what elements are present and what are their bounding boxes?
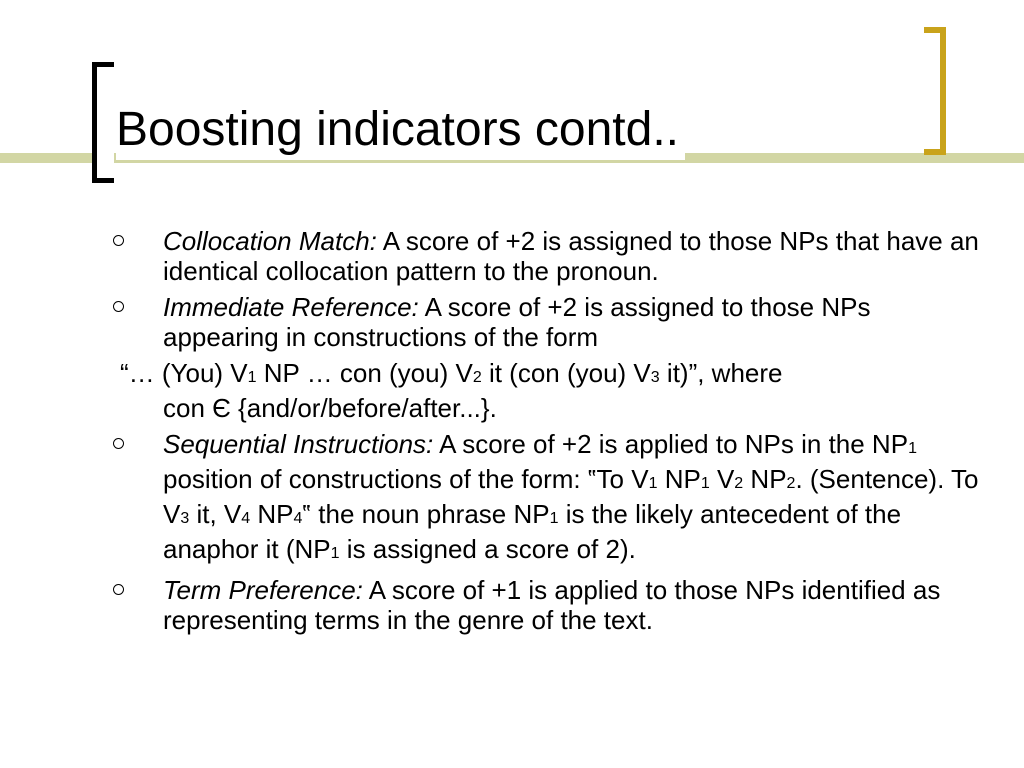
- hollow-circle-bullet-icon: [113, 235, 124, 246]
- hollow-circle-bullet-icon: [113, 301, 124, 312]
- item-text: A score of +2 is assigned to those NPs appearing in constructions of the form: [163, 292, 871, 352]
- item-term: Immediate Reference:: [163, 292, 419, 322]
- list-item-sequential-instructions: Sequential Instructions: A score of +2 is applied to NPs in the NP1 position of constructions of the form: ‟To V1 NP1 V2 NP2. (Sentence). To V3 it, V4 NP4‟ the noun phrase NP1 is the likely antecedent of the anaphor it (NP1 is assigned a score of 2).: [110, 429, 980, 569]
- hollow-circle-bullet-icon: [113, 584, 124, 595]
- list-item-collocation-match: [110, 226, 980, 286]
- item-term: Term Preference:: [163, 575, 363, 605]
- item-text: A score of +1 is applied to those NPs identified as representing terms in the genre of the text.: [163, 575, 941, 635]
- construction-form-example: [110, 358, 980, 423]
- item-term: Sequential Instructions:: [163, 429, 434, 459]
- list-item-term-preference: [110, 575, 980, 635]
- list-item-immediate-reference: [110, 292, 980, 352]
- construction-form-line: “… (You) V1 NP … con (you) V2 it (con (you) V3 it)”, where: [120, 358, 783, 388]
- construction-form-condition: con Є {and/or/before/after...}.: [163, 393, 497, 423]
- item-text: A score of +2 is assigned to those NPs that have an identical collocation pattern to the pronoun.: [163, 226, 979, 286]
- title-left-bracket: [92, 62, 114, 183]
- hollow-circle-bullet-icon: [113, 438, 124, 449]
- item-term: Collocation Match:: [163, 226, 377, 256]
- slide-title: Boosting indicators contd..: [116, 100, 685, 160]
- title-right-bracket: [924, 27, 946, 155]
- slide-body: [110, 226, 980, 641]
